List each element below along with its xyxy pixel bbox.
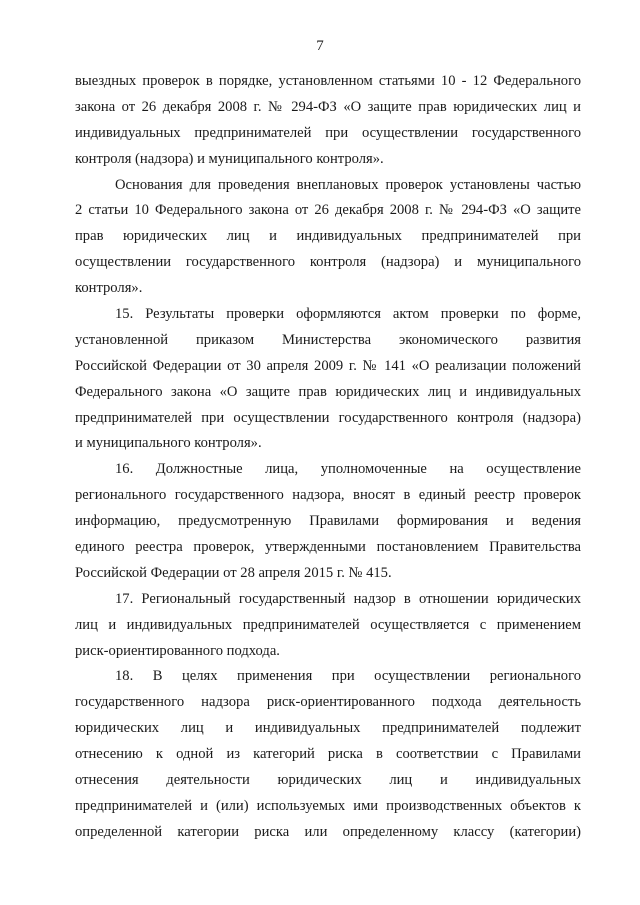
document-body	[75, 69, 581, 846]
text-line: Федерального закона «О защите прав юридических лиц и индивидуальных	[75, 383, 581, 400]
text-line: закона от 26 декабря 2008 г. № 294-ФЗ «О защите прав юридических лиц и	[75, 98, 581, 115]
text-line: юридических лиц и индивидуальных предпринимателей подлежит	[75, 720, 581, 737]
text-line: Основания для проведения внеплановых проверок установлены частью	[115, 176, 581, 193]
text-line: государственного надзора риск-ориентированного подхода деятельность	[75, 694, 581, 711]
text-line: 16. Должностные лица, уполномоченные на осуществление	[115, 461, 581, 478]
text-line: и муниципального контроля».	[75, 435, 262, 452]
text-line: предпринимателей и (или) используемых ими производственных объектов к	[75, 797, 581, 814]
paragraph	[75, 664, 581, 845]
text-line: Российской Федерации от 28 апреля 2015 г. № 415.	[75, 564, 392, 581]
paragraph	[75, 69, 581, 173]
text-line: установленной приказом Министерства экономического развития	[75, 331, 581, 348]
paragraph	[75, 587, 581, 665]
text-line: индивидуальных предпринимателей при осуществлении государственного	[75, 124, 581, 141]
text-line: единого реестра проверок, утвержденными постановлением Правительства	[75, 539, 581, 556]
text-line: 2 статьи 10 Федерального закона от 26 декабря 2008 г. № 294-ФЗ «О защите	[75, 202, 581, 219]
text-line: 18. В целях применения при осуществлении регионального	[115, 668, 581, 685]
text-line: регионального государственного надзора, вносят в единый реестр проверок	[75, 487, 581, 504]
text-line: предпринимателей при осуществлении государственного контроля (надзора)	[75, 409, 581, 426]
text-line: информацию, предусмотренную Правилами формирования и ведения	[75, 513, 581, 530]
text-line: определенной категории риска или определенному классу (категории)	[75, 823, 581, 840]
page-number: 7	[316, 38, 324, 54]
text-line: 15. Результаты проверки оформляются актом проверки по форме,	[115, 306, 581, 323]
text-line: отнесения деятельности юридических лиц и индивидуальных	[75, 772, 581, 789]
text-line: осуществлении государственного контроля (надзора) и муниципального	[75, 254, 581, 271]
text-line: Российской Федерации от 30 апреля 2009 г. № 141 «О реализации положений	[75, 357, 581, 374]
text-line: лиц и индивидуальных предпринимателей осуществляется с применением	[75, 616, 581, 633]
text-line: контроля (надзора) и муниципального контроля».	[75, 150, 384, 167]
text-line: прав юридических лиц и индивидуальных предпринимателей при	[75, 228, 581, 245]
text-line: 17. Региональный государственный надзор в отношении юридических	[115, 590, 581, 607]
text-line: отнесению к одной из категорий риска в соответствии с Правилами	[75, 746, 581, 763]
text-line: контроля».	[75, 280, 143, 297]
text-line: риск-ориентированного подхода.	[75, 642, 280, 659]
paragraph	[75, 173, 581, 302]
paragraph	[75, 457, 581, 586]
text-line: выездных проверок в порядке, установленном статьями 10 - 12 Федерального	[75, 73, 581, 89]
paragraph	[75, 302, 581, 457]
